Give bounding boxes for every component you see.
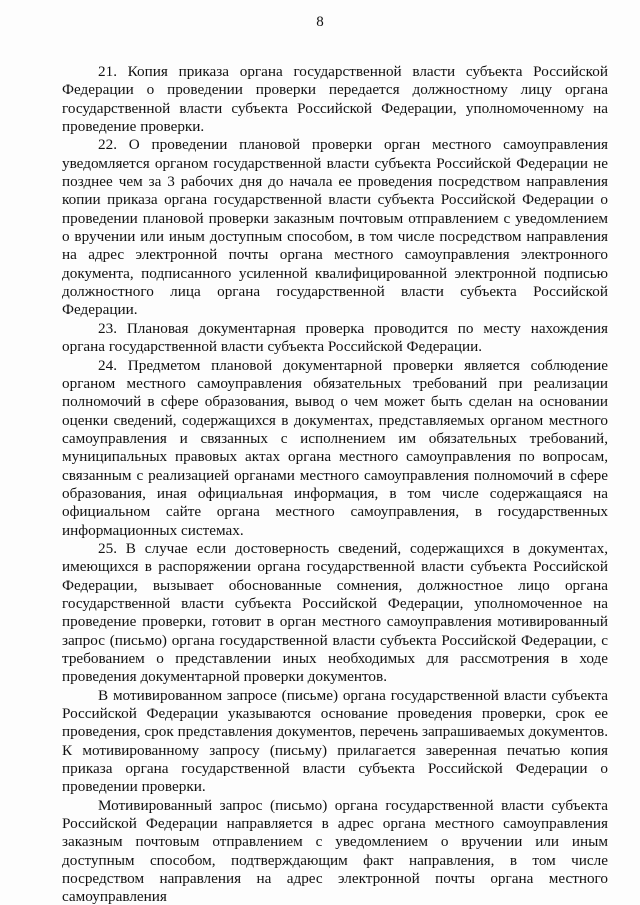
paragraph-21: 21. Копия приказа органа государственной власти субъекта Российской Федерации о проведении проверки передается должностному лицу органа государственной власти субъекта Российской Федерации, уполномоченному на проведение проверки.	[62, 63, 608, 136]
paragraph-request-contents: В мотивированном запросе (письме) органа государственной власти субъекта Российской Федерации указываются основание проведения проверки, срок ее проведения, срок представления документов, перечень запрашиваемых документов. К мотивированному запросу (письму) прилагается заверенная печатью копия приказа органа государственной власти субъекта Российской Федерации о проведении проверки.	[62, 686, 608, 796]
paragraph-24: 24. Предметом плановой документарной проверки является соблюдение органом местного самоуправления обязательных требований при реализации полномочий в сфере образования, вывод о чем может быть сделан на основании оценки сведений, содержащихся в документах, представляемых органом местного самоуправления и связанных с исполнением им обязательных требований, муниципальных правовых актах органа местного самоуправления по вопросам, связанным с реализацией органами местного самоуправления полномочий в сфере образования, иная официальная информация, в том числе содержащаяся на официальном сайте органа местного самоуправления, в государственных информационных системах.	[62, 356, 608, 539]
paragraph-25: 25. В случае если достоверность сведений, содержащихся в документах, имеющихся в распоряжении органа государственной власти субъекта Российской Федерации, вызывает обоснованные сомнения, должностное лицо органа государственной власти субъекта Российской Федерации, уполномоченное на проведение проверки, готовит в орган местного самоуправления мотивированный запрос (письмо) органа государственной власти субъекта Российской Федерации, с требованием о представлении иных необходимых для рассмотрения в ходе проведения документарной проверки документов.	[62, 539, 608, 686]
paragraph-request-delivery: Мотивированный запрос (письмо) органа государственной власти субъекта Российской Федерации направляется в адрес органа местного самоуправления заказным почтовым отправлением с уведомлением о вручении или иным доступным способом, подтверждающим факт направления, в том числе посредством направления на адрес электронной почты органа местного самоуправления	[62, 796, 608, 905]
page-number: 8	[316, 14, 324, 30]
document-body	[62, 63, 608, 905]
paragraph-23: 23. Плановая документарная проверка проводится по месту нахождения органа государственной власти субъекта Российской Федерации.	[62, 319, 608, 356]
paragraph-22: 22. О проведении плановой проверки орган местного самоуправления уведомляется органом государственной власти субъекта Российской Федерации не позднее чем за 3 рабочих дня до начала ее проведения посредством направления копии приказа органа государственной власти субъекта Российской Федерации о проведении плановой проверки заказным почтовым отправлением с уведомлением о вручении или иным доступным способом, в том числе посредством направления на адрес электронной почты органа местного самоуправления электронного документа, подписанного усиленной квалифицированной электронной подписью должностного лица органа государственной власти субъекта Российской Федерации.	[62, 136, 608, 319]
